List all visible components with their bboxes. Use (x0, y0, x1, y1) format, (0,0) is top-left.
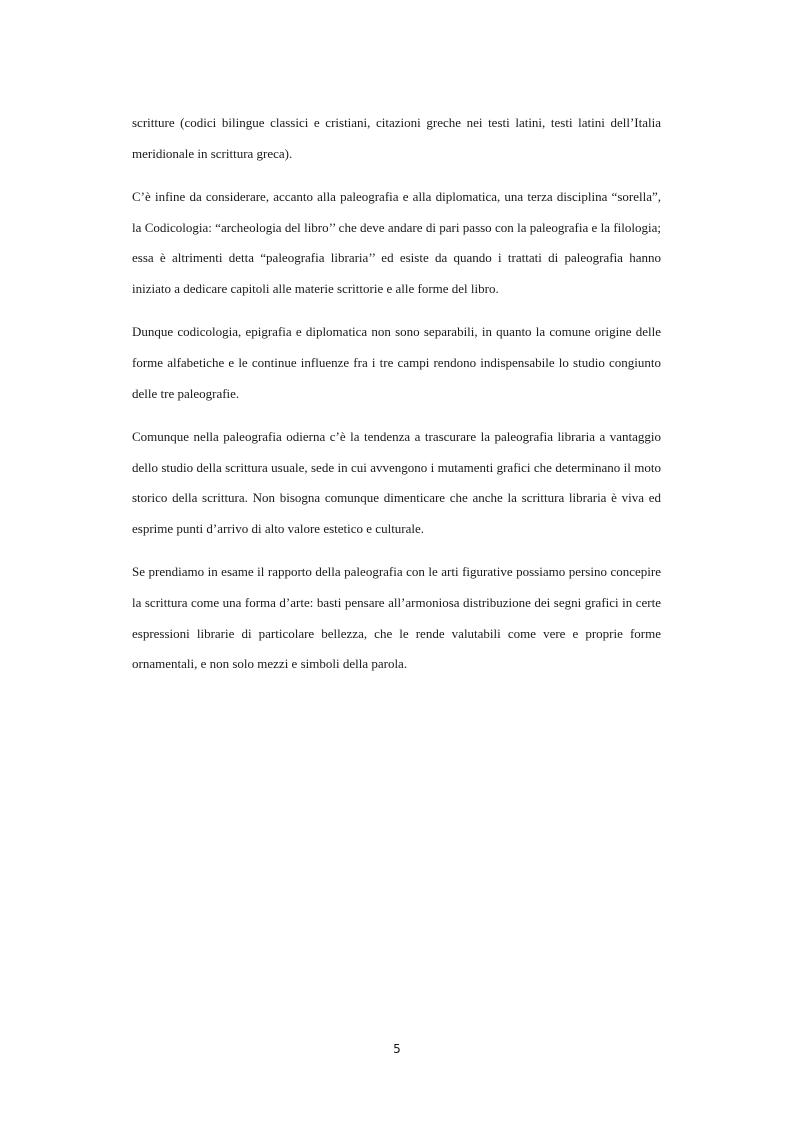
paragraph-5: Se prendiamo in esame il rapporto della paleografia con le arti figurative possiamo persino concepire la scrittura come una forma d’arte: basti pensare all’armoniosa distribuzione dei segni grafici in certe espressioni librarie di particolare bellezza, che le rende valutabili come vere e proprie forme ornamentali, e non solo mezzi e simboli della parola. (132, 564, 661, 672)
paragraph-1: scritture (codici bilingue classici e cristiani, citazioni greche nei testi latini, testi latini dell’Italia meridionale in scrittura greca). (132, 115, 661, 161)
body-text (132, 108, 661, 692)
page-number: 5 (393, 1042, 401, 1056)
paragraph-3: Dunque codicologia, epigrafia e diplomatica non sono separabili, in quanto la comune origine delle forme alfabetiche e le continue influenze fra i tre campi rendono indispensabile lo studio congiunto delle tre paleografie. (132, 324, 661, 401)
paragraph-4: Comunque nella paleografia odierna c’è la tendenza a trascurare la paleografia libraria a vantaggio dello studio della scrittura usuale, sede in cui avvengono i mutamenti grafici che determinano il moto storico della scrittura. Non bisogna comunque dimenticare che anche la scrittura libraria è viva ed esprime punti d’arrivo di alto valore estetico e culturale. (132, 428, 661, 536)
paragraph-2: C’è infine da considerare, accanto alla paleografia e alla diplomatica, una terza disciplina “sorella”, la Codicologia: “archeologia del libro’’ che deve andare di pari passo con la paleografia e la filologia; essa è altrimenti detta “paleografia libraria’’ ed esiste da quando i trattati di paleografia hanno iniziato a dedicare capitoli alle materie scrittorie e alle forme del libro. (132, 188, 661, 297)
